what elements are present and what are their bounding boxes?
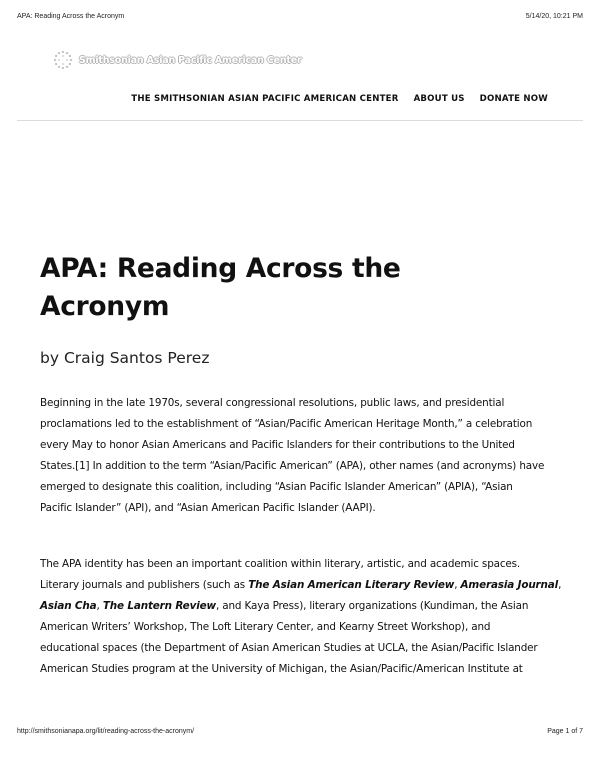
print-header-datetime: 5/14/20, 10:21 PM <box>525 13 583 20</box>
text-segment: , <box>454 579 461 592</box>
publication-title: Asian Cha <box>40 600 97 613</box>
nav-item-center[interactable]: THE SMITHSONIAN ASIAN PACIFIC AMERICAN CENTER <box>131 94 399 104</box>
paragraph-line: The APA identity has been an important coalition within literary, artistic, and academic spaces. <box>40 558 521 570</box>
article-title <box>40 250 560 326</box>
paragraph-line: emerged to designate this coalition, including “Asian Pacific Islander American” (APIA), “Asian <box>40 481 513 494</box>
paragraph-line: every May to honor Asian Americans and Pacific Islanders for their contributions to the United <box>40 439 515 452</box>
print-footer-url: http://smithsonianapa.org/lit/reading-across-the-acronym/ <box>17 728 195 735</box>
print-header <box>17 13 583 20</box>
text-segment: Literary journals and publishers (such as <box>40 579 249 592</box>
text-segment: , and Kaya Press), literary organizations (Kundiman, the Asian <box>215 600 529 613</box>
sunburst-dots-icon <box>53 50 73 70</box>
article-title-line-2: Acronym <box>40 291 170 322</box>
main-nav <box>0 94 600 104</box>
logo-text: Smithsonian Asian Pacific American Center <box>79 54 302 66</box>
nav-item-donate-now[interactable]: DONATE NOW <box>479 94 548 104</box>
publication-title: Amerasia Journal <box>460 579 559 592</box>
article-title-line-1: APA: Reading Across the <box>40 253 401 284</box>
paragraph-line: American Writers’ Workshop, The Loft Literary Center, and Kearny Street Workshop), and <box>40 621 491 634</box>
paragraph-1 <box>40 393 568 520</box>
paragraph-line: Beginning in the late 1970s, several congressional resolutions, public laws, and presidential <box>40 397 505 409</box>
print-footer <box>17 728 583 735</box>
paragraph-line: educational spaces (the Department of Asian American Studies at UCLA, the Asian/Pacific Islander <box>40 642 538 655</box>
paragraph-line: Pacific Islander” (API), and “Asian American Pacific Islander (AAPI). <box>40 502 376 515</box>
publication-title: The Lantern Review <box>102 600 216 613</box>
paragraph-line <box>40 596 568 617</box>
article-byline: by Craig Santos Perez <box>40 349 210 367</box>
nav-divider <box>17 120 583 121</box>
print-footer-page: Page 1 of 7 <box>547 728 583 735</box>
publication-title: The Asian American Literary Review <box>248 579 455 592</box>
paragraph-line: proclamations led to the establishment of “Asian/Pacific American Heritage Month,” a celebration <box>40 418 533 431</box>
paragraph-2 <box>40 554 568 681</box>
paragraph-line: American Studies program at the University of Michigan, the Asian/Pacific/American Institute at <box>40 663 523 676</box>
site-logo[interactable] <box>53 50 301 70</box>
text-segment: , <box>96 600 103 613</box>
paragraph-line <box>40 575 568 596</box>
nav-item-about-us[interactable]: ABOUT US <box>413 94 465 104</box>
paragraph-line: States.[1] In addition to the term “Asian/Pacific American” (APA), other names (and acronyms) have <box>40 460 545 473</box>
print-header-title: APA: Reading Across the Acronym <box>17 13 125 20</box>
text-segment: , <box>558 579 562 592</box>
